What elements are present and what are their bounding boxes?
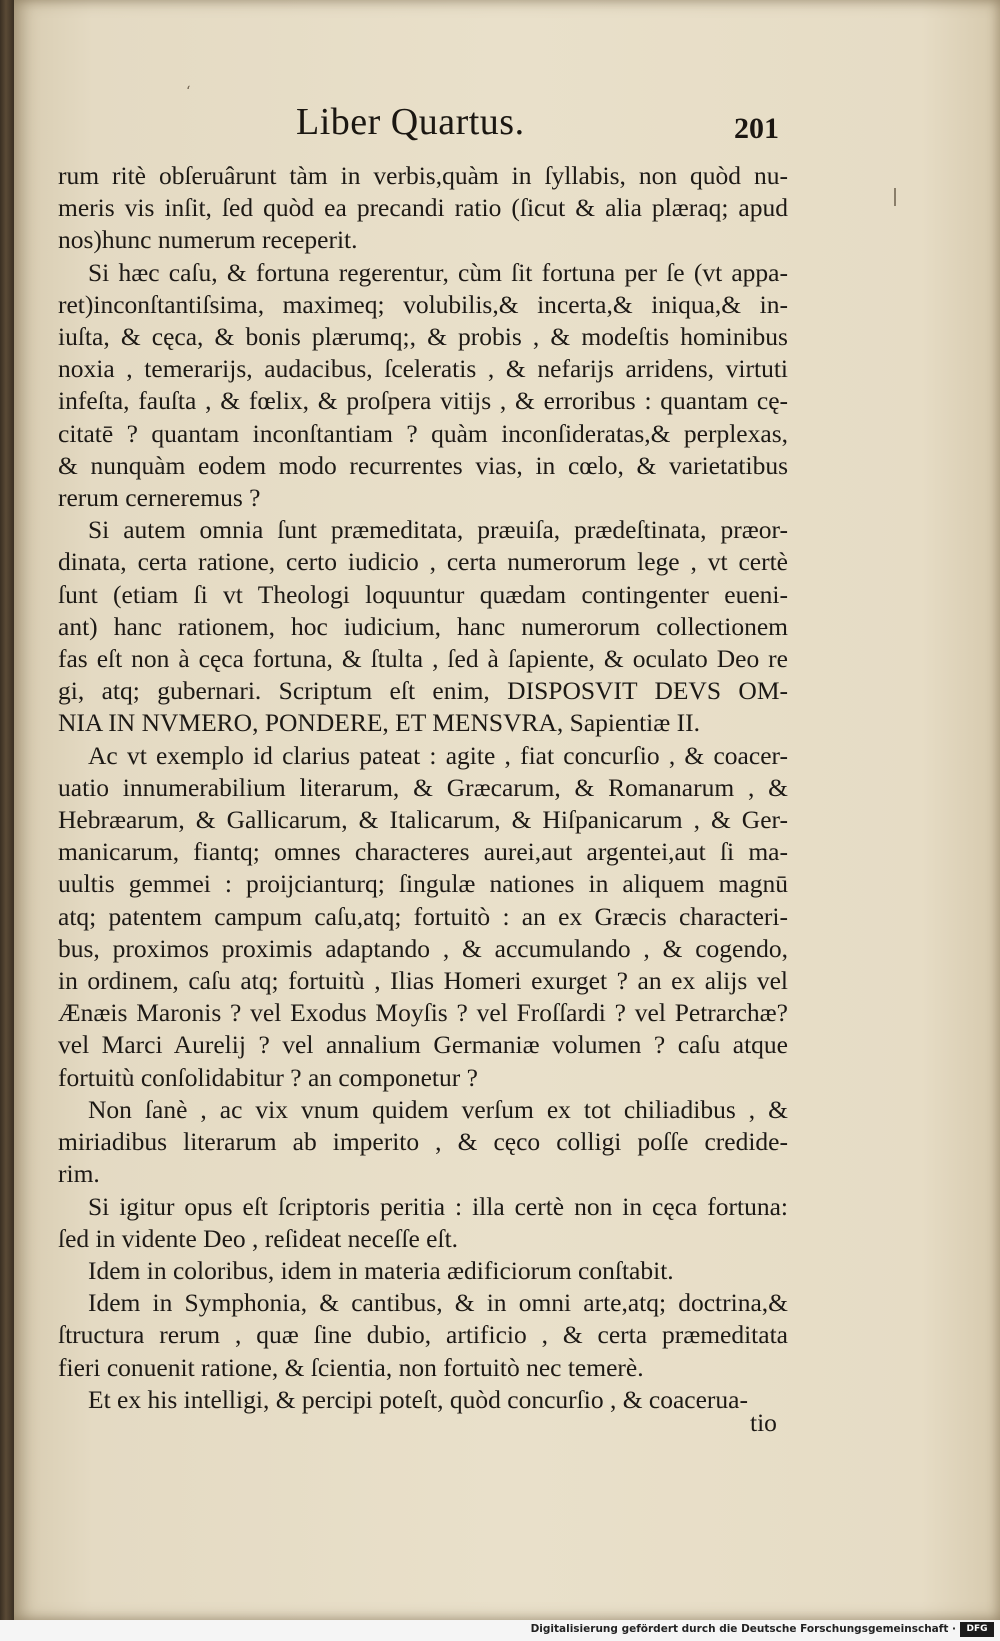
text-line: & nunquàm eodem modo recurrentes vias, in cœlo, & varietatibus <box>58 450 788 480</box>
text-line: atq; patentem campum caſu,atq; fortuitò : an ex Græcis characteri- <box>58 901 788 931</box>
main-text <box>58 160 788 1416</box>
text-line: ant) hanc rationem, hoc iudicium, hanc numerorum collectionem <box>58 611 788 641</box>
text-line: miriadibus literarum ab imperito , & cęco colligi poſſe credide- <box>58 1127 788 1157</box>
dfg-logo: DFG <box>960 1622 994 1637</box>
page-header <box>14 100 1000 150</box>
page-number: 201 <box>734 112 779 145</box>
text-line: uatio innumerabilium literarum, & Græcarum, & Romanarum , & <box>58 772 788 802</box>
text-line: dinata, certa ratione, certo iudicio , certa numerorum lege , vt certè <box>58 547 788 577</box>
stray-ink-mark: ‘ <box>186 84 191 100</box>
text-line: rim. <box>58 1159 100 1189</box>
text-line: rerum cerneremus ? <box>58 483 261 513</box>
paragraph <box>58 1384 788 1416</box>
text-line: NIA IN NVMERO, PONDERE, ET MENSVRA, Sapientiæ II. <box>58 708 700 738</box>
text-line: in ordinem, caſu atq; fortuitù , Ilias Homeri exurget ? an ex alijs vel <box>58 966 788 996</box>
text-line: fas eſt non à cęca fortuna, & ſtulta , ſed à ſapiente, & oculato Deo re <box>58 644 788 674</box>
text-line: meris vis inſit, ſed quòd ea precandi ratio (ſicut & alia plæraq; apud <box>58 193 788 223</box>
text-line: Si hæc caſu, & fortuna regerentur, cùm ſit fortuna per ſe (vt appa- <box>88 257 788 287</box>
text-line: fieri conuenit ratione, & ſcientia, non fortuitò nec temerè. <box>58 1352 644 1382</box>
paragraph <box>58 1191 788 1255</box>
paragraph <box>58 740 788 1094</box>
text-line: Non ſanè , ac vix vnum quidem verſum ex tot chiliadibus , & <box>88 1094 788 1124</box>
text-line: fortuitù conſolidabitur ? an componetur ? <box>58 1062 478 1092</box>
text-line: uultis gemmei : proijcianturq; ſingulæ nationes in aliquem magnū <box>58 869 788 899</box>
text-line: bus, proximos proximis adaptando , & accumulando , & cogendo, <box>58 933 788 963</box>
text-line: manicarum, fiantq; omnes characteres aurei,aut argentei,aut ſi ma- <box>58 837 788 867</box>
text-line: ſunt (etiam ſi vt Theologi loquuntur quædam contingenter eueni- <box>58 579 788 609</box>
text-line: rum ritè obſeruârunt tàm in verbis,quàm in ſyllabis, non quòd nu- <box>58 161 788 190</box>
paragraph <box>58 160 788 257</box>
text-line: ſtructura rerum , quæ ſine dubio, artificio , & certa præmeditata <box>58 1320 788 1350</box>
text-line: noxia , temerarijs, audacibus, ſceleratis , & nefarijs arridens, virtuti <box>58 354 788 384</box>
text-line: ſed in vidente Deo , reſideat neceſſe eſt. <box>58 1223 459 1253</box>
text-line: citatē ? quantam inconſtantiam ? quàm inconſideratas,& perplexas, <box>58 418 788 448</box>
paragraph <box>58 1287 788 1384</box>
text-line: gi, atq; gubernari. Scriptum eſt enim, DISPOSVIT DEVS OM- <box>58 676 788 706</box>
paragraph <box>58 1094 788 1191</box>
paragraph <box>58 1255 788 1287</box>
text-line: iuſta, & cęca, & bonis plærumq;, & probis , & modeſtis hominibus <box>58 322 788 352</box>
text-line: Et ex his intelligi, & percipi poteſt, quòd concurſio , & coaceruа- <box>88 1384 748 1414</box>
text-line: ret)inconſtantiſsima, maximeq; volubilis,& incerta,& iniqua,& in- <box>58 289 788 319</box>
footer-bar <box>0 1620 1000 1641</box>
paragraph <box>58 514 788 739</box>
footer-credit: Digitalisierung gefördert durch die Deutsche Forschungsgemeinschaft · <box>530 1623 956 1635</box>
text-line: Si igitur opus eſt ſcriptoris peritia : illa certè non in cęca fortuna: <box>88 1191 788 1221</box>
text-line: Si autem omnia ſunt præmeditata, præuiſa, prædeſtinata, præor- <box>88 515 788 545</box>
text-line: nos)hunc numerum receperit. <box>58 225 358 255</box>
running-head: Liber Quartus. <box>296 101 525 143</box>
book-page <box>14 0 1000 1620</box>
text-line: Ac vt exemplo id clarius pateat : agite , fiat concurſio , & coacer- <box>88 740 788 770</box>
catchword: tio <box>750 1408 777 1437</box>
paragraph <box>58 257 788 515</box>
text-line: Ænæis Maronis ? vel Exodus Moyſis ? vel Froſſardi ? vel Petrarchæ? <box>58 998 788 1028</box>
margin-mark <box>894 188 896 206</box>
text-line: Idem in coloribus, idem in materia ædificiorum conſtabit. <box>88 1255 674 1285</box>
text-line: vel Marci Aurelij ? vel annalium Germaniæ volumen ? caſu atque <box>58 1030 788 1060</box>
text-line: Idem in Symphonia, & cantibus, & in omni arte,atq; doctrina,& <box>88 1288 788 1318</box>
text-line: infeſta, fauſta , & fœlix, & proſpera vitijs , & erroribus : quantam cę- <box>58 386 788 416</box>
text-line: Hebræarum, & Gallicarum, & Italicarum, & Hiſpanicarum , & Ger- <box>58 805 788 835</box>
